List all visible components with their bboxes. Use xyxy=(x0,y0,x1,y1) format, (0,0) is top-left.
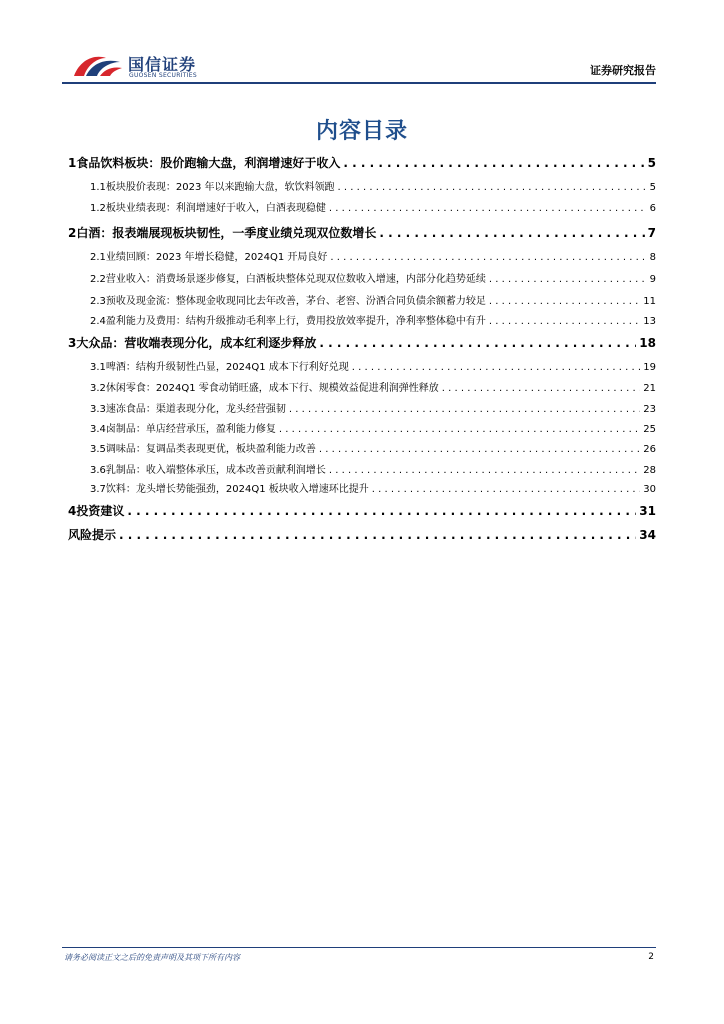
toc-entry-text: 投资建议 xyxy=(76,504,125,518)
toc-entry-section[interactable] xyxy=(68,154,656,172)
toc-entry-number: 1.2 xyxy=(90,203,106,214)
toc-entry-page: 34 xyxy=(639,528,656,542)
toc-entry-section[interactable] xyxy=(68,334,656,352)
toc-title: 内容目录 xyxy=(315,119,408,144)
toc-entry-page: 28 xyxy=(643,465,656,476)
toc-entry-subsection[interactable] xyxy=(68,379,656,395)
toc-dot-leader xyxy=(319,444,640,455)
toc-entry-text: 盈利能力及费用：结构升级推动毛利率上行，费用投放效率提升，净利率整体稳中有升 xyxy=(105,316,486,327)
footer-disclaimer: 请务必阅读正文之后的免责声明及其项下所有内容 xyxy=(64,953,240,962)
toc-entry-number: 3.7 xyxy=(90,484,106,495)
toc-entry-page: 6 xyxy=(649,203,656,214)
toc-entry-text: 板块股价表现：2023 年以来跑输大盘，软饮料领跑 xyxy=(105,182,335,193)
toc-entry-subsection[interactable] xyxy=(68,420,656,436)
logo-english-name: GUOSEN SECURITIES xyxy=(129,72,198,79)
toc-entry-text: 大众品：营收端表现分化，成本红利逐步释放 xyxy=(76,336,317,350)
toc-entry-page: 31 xyxy=(639,504,656,518)
toc-entry-page: 9 xyxy=(649,274,656,285)
toc-entry-number: 3.5 xyxy=(90,444,106,455)
footer-divider xyxy=(62,947,656,948)
toc-entry-text: 业绩回顾：2023 年增长稳健，2024Q1 开局良好 xyxy=(105,252,328,263)
toc-entry-text: 速冻食品：渠道表现分化，龙头经营强韧 xyxy=(105,404,286,415)
toc-entry-subsection[interactable] xyxy=(68,178,656,194)
toc-dot-leader xyxy=(329,203,647,214)
toc-entry-section[interactable] xyxy=(68,224,656,242)
toc-dot-leader xyxy=(119,528,636,542)
toc-dot-leader xyxy=(338,182,647,193)
toc-entry-text: 乳制品：收入端整体承压，成本改善贡献利润增长 xyxy=(105,465,326,476)
toc-entry-number: 1.1 xyxy=(90,182,106,193)
toc-dot-leader xyxy=(489,296,640,307)
toc-entry-number: 2.1 xyxy=(90,252,106,263)
toc-dot-leader xyxy=(372,484,640,495)
toc-entry-page: 7 xyxy=(647,226,656,240)
toc-dot-leader xyxy=(379,226,644,240)
toc-entry-page: 5 xyxy=(647,156,656,170)
toc-entry-page: 18 xyxy=(639,336,656,350)
toc-entry-number: 4 xyxy=(68,504,77,518)
toc-entry-page: 11 xyxy=(643,296,656,307)
toc-entry-number: 2 xyxy=(68,226,77,240)
toc-entry-subsection[interactable] xyxy=(68,199,656,215)
toc-entry-number: 3 xyxy=(68,336,77,350)
toc-entry-text: 营业收入：消费场景逐步修复，白酒板块整体兑现双位数收入增速，内部分化趋势延续 xyxy=(105,274,486,285)
toc-entry-subsection[interactable] xyxy=(68,400,656,416)
page-number: 2 xyxy=(648,952,654,962)
toc-entry-text: 休闲零食：2024Q1 零食动销旺盛，成本下行、规模效益促进利润弹性释放 xyxy=(105,383,439,394)
header-divider xyxy=(62,82,656,84)
toc-entry-subsection[interactable] xyxy=(68,248,656,264)
toc-entry-text: 卤制品：单店经营承压，盈利能力修复 xyxy=(105,424,276,435)
toc-entry-page: 19 xyxy=(643,362,656,373)
toc-entry-text: 啤酒：结构升级韧性凸显，2024Q1 成本下行利好兑现 xyxy=(105,362,349,373)
toc-entry-number: 3.6 xyxy=(90,465,106,476)
toc-entry-number: 3.4 xyxy=(90,424,106,435)
toc-entry-subsection[interactable] xyxy=(68,358,656,374)
toc-entry-subsection[interactable] xyxy=(68,292,656,308)
toc-entry-page: 23 xyxy=(643,404,656,415)
page-header xyxy=(70,48,656,84)
toc-entry-text: 预收及现金流：整体现金收现同比去年改善，茅台、老窖、汾酒合同负债余额蓄力较足 xyxy=(105,296,486,307)
toc-entry-number: 2.2 xyxy=(90,274,106,285)
toc-entry-page: 21 xyxy=(643,383,656,394)
toc-dot-leader xyxy=(279,424,640,435)
toc-dot-leader xyxy=(329,465,640,476)
toc-entry-text: 饮料：龙头增长势能强劲，2024Q1 板块收入增速环比提升 xyxy=(105,484,369,495)
toc-entry-text: 食品饮料板块：股价跑输大盘，利润增速好于收入 xyxy=(76,156,341,170)
toc-dot-leader xyxy=(442,383,640,394)
toc-entry-subsection[interactable] xyxy=(68,270,656,286)
toc-entry-number: 2.4 xyxy=(90,316,106,327)
toc-dot-leader xyxy=(489,274,647,285)
toc-dot-leader xyxy=(127,504,636,518)
toc-dot-leader xyxy=(319,336,636,350)
toc-entry-subsection[interactable] xyxy=(68,440,656,456)
report-type-label: 证券研究报告 xyxy=(590,64,656,77)
toc-dot-leader xyxy=(352,362,640,373)
toc-entry-text: 风险提示 xyxy=(68,528,117,542)
toc-dot-leader xyxy=(289,404,640,415)
toc-entry-page: 25 xyxy=(643,424,656,435)
guosen-logo-icon xyxy=(70,50,124,80)
toc-entry-subsection[interactable] xyxy=(68,461,656,477)
toc-entry-page: 30 xyxy=(643,484,656,495)
toc-entry-text: 板块业绩表现：利润增速好于收入，白酒表现稳健 xyxy=(105,203,326,214)
toc-entry-number: 3.1 xyxy=(90,362,106,373)
guosen-logo xyxy=(70,48,230,84)
toc-entry-page: 8 xyxy=(649,252,656,263)
toc-entry-number: 3.2 xyxy=(90,383,106,394)
toc-entry-number: 2.3 xyxy=(90,296,106,307)
toc-entry-page: 26 xyxy=(643,444,656,455)
toc-dot-leader xyxy=(330,252,646,263)
toc-entry-page: 13 xyxy=(643,316,656,327)
toc-entry-subsection[interactable] xyxy=(68,480,656,496)
toc-entry-text: 调味品：复调品类表现更优，板块盈利能力改善 xyxy=(105,444,316,455)
toc-entry-page: 5 xyxy=(649,182,656,193)
toc-entry-section[interactable] xyxy=(68,502,656,520)
toc-entry-subsection[interactable] xyxy=(68,312,656,328)
toc-dot-leader xyxy=(343,156,644,170)
toc-entry-text: 白酒：报表端展现板块韧性，一季度业绩兑现双位数增长 xyxy=(76,226,377,240)
toc-entry-section[interactable] xyxy=(68,526,656,544)
logo-chinese-name: 国信证券 xyxy=(128,55,197,74)
toc-entry-number: 1 xyxy=(68,156,77,170)
toc-dot-leader xyxy=(489,316,640,327)
toc-entry-number: 3.3 xyxy=(90,404,106,415)
